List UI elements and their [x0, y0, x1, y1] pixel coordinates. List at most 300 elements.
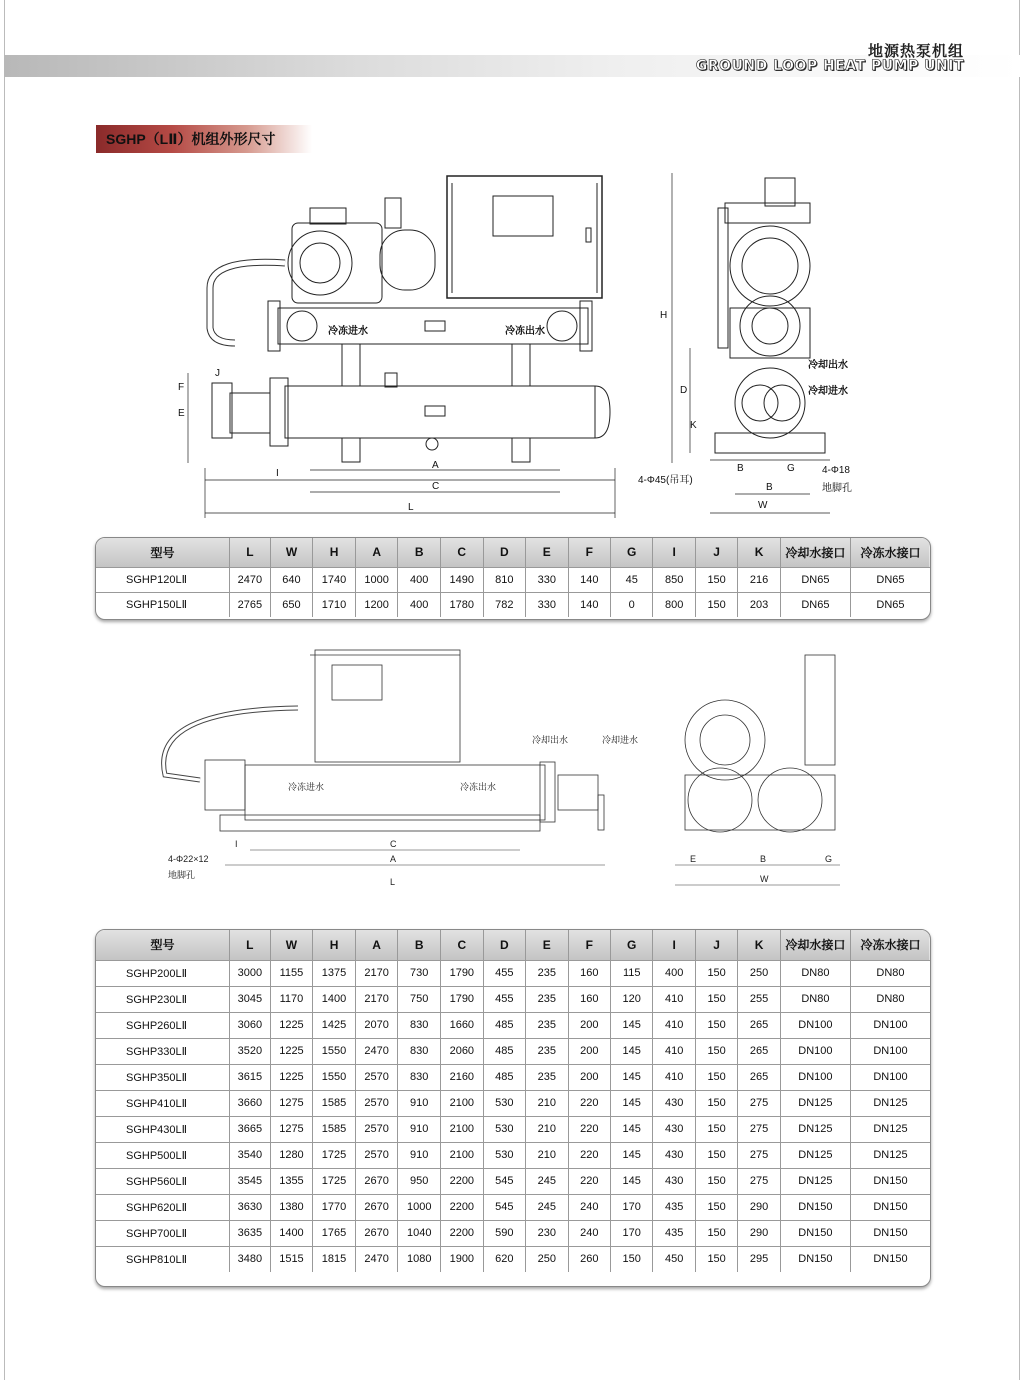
label2-anchor-count: 4-Φ22×12: [168, 854, 209, 864]
spec-cell: 235: [526, 960, 568, 986]
spec-cell: 216: [738, 567, 780, 592]
spec-cell: 45: [611, 567, 653, 592]
table-row: [96, 1090, 930, 1116]
spec-cell: 150: [695, 1038, 737, 1064]
spec-cell: 1900: [441, 1246, 484, 1272]
spec-cell: 2100: [441, 1090, 484, 1116]
model-cell: SGHP260LⅡ: [96, 1012, 230, 1038]
spec-cell: 830: [398, 1038, 441, 1064]
spec-cell: 200: [568, 1064, 610, 1090]
spec-cell: 1355: [270, 1168, 313, 1194]
label-anchor-count: 4-Φ18: [822, 465, 850, 476]
spec-cell: 545: [483, 1194, 525, 1220]
spec-cell: 145: [610, 1038, 652, 1064]
spec-cell: 1660: [441, 1012, 484, 1038]
spec-cell: 1400: [270, 1220, 313, 1246]
table-row: [96, 592, 930, 617]
spec-cell: DN125: [850, 1142, 930, 1168]
spec-cell: 150: [695, 986, 737, 1012]
model-cell: SGHP500LⅡ: [96, 1142, 230, 1168]
dim-J: J: [215, 368, 220, 379]
spec-cell: 210: [526, 1142, 568, 1168]
spec-cell: 2200: [441, 1194, 484, 1220]
spec-cell: 1770: [313, 1194, 356, 1220]
spec-cell: 830: [398, 1012, 441, 1038]
spec-cell: 275: [738, 1090, 780, 1116]
spec-cell: 782: [483, 592, 525, 617]
column-header: 型号: [96, 538, 230, 567]
column-header: C: [440, 538, 483, 567]
spec-cell: 150: [695, 1090, 737, 1116]
spec-cell: DN65: [850, 592, 930, 617]
spec-cell: 1780: [440, 592, 483, 617]
spec-cell: DN65: [780, 592, 850, 617]
spec-cell: DN150: [780, 1194, 850, 1220]
model-cell: SGHP430LⅡ: [96, 1116, 230, 1142]
spec-cell: 590: [483, 1220, 525, 1246]
column-header: A: [355, 930, 398, 960]
header-title-cn: 地源热泵机组: [867, 43, 964, 60]
spec-cell: 400: [398, 567, 440, 592]
spec-cell: 3660: [230, 1090, 271, 1116]
spec-cell: 150: [610, 1246, 652, 1272]
column-header: K: [738, 538, 780, 567]
column-header: G: [610, 930, 652, 960]
column-header: H: [313, 930, 356, 960]
spec-cell: 150: [695, 592, 737, 617]
spec-cell: 160: [568, 986, 610, 1012]
spec-cell: 1280: [270, 1142, 313, 1168]
spec-cell: 2070: [355, 1012, 398, 1038]
spec-cell: 1225: [270, 1012, 313, 1038]
dim2-L: L: [390, 877, 396, 887]
spec-cell: 150: [695, 1168, 737, 1194]
table-row: [96, 1064, 930, 1090]
column-header: H: [313, 538, 356, 567]
column-header: W: [270, 538, 312, 567]
spec-cell: DN150: [850, 1220, 930, 1246]
spec-cell: 210: [526, 1090, 568, 1116]
spec-cell: 2570: [355, 1142, 398, 1168]
spec-cell: 850: [653, 567, 695, 592]
model-cell: SGHP120LⅡ: [96, 567, 230, 592]
spec-cell: DN80: [780, 960, 850, 986]
spec-cell: 230: [526, 1220, 568, 1246]
spec-cell: DN100: [780, 1038, 850, 1064]
spec-cell: DN100: [850, 1012, 930, 1038]
spec-cell: 150: [695, 1142, 737, 1168]
spec-cell: 1155: [270, 960, 313, 986]
spec-cell: 1080: [398, 1246, 441, 1272]
section-title: SGHP（LⅡ）机组外形尺寸: [106, 131, 276, 147]
spec-cell: 3540: [230, 1142, 271, 1168]
spec-cell: 830: [398, 1064, 441, 1090]
model-cell: SGHP700LⅡ: [96, 1220, 230, 1246]
spec-cell: 235: [526, 1012, 568, 1038]
spec-cell: 640: [270, 567, 312, 592]
spec-cell: 203: [738, 592, 780, 617]
spec-cell: 210: [526, 1116, 568, 1142]
label-anchor-holes: 地脚孔: [822, 483, 852, 494]
column-header: C: [441, 930, 484, 960]
spec-cell: 545: [483, 1168, 525, 1194]
spec-cell: 290: [738, 1220, 780, 1246]
label-cooling-out: 冷却出水: [808, 360, 848, 371]
dim-W: W: [758, 500, 768, 511]
column-header: J: [695, 930, 737, 960]
spec-cell: 430: [653, 1168, 695, 1194]
spec-cell: 170: [610, 1220, 652, 1246]
spec-cell: DN125: [780, 1168, 850, 1194]
model-cell: SGHP150LⅡ: [96, 592, 230, 617]
column-header: E: [526, 538, 568, 567]
spec-cell: 2170: [355, 986, 398, 1012]
spec-cell: 430: [653, 1142, 695, 1168]
spec-cell: 220: [568, 1090, 610, 1116]
spec-cell: 910: [398, 1116, 441, 1142]
spec-cell: 3635: [230, 1220, 271, 1246]
spec-cell: 150: [695, 1064, 737, 1090]
spec-cell: 160: [568, 960, 610, 986]
spec-cell: 1380: [270, 1194, 313, 1220]
spec-cell: 455: [483, 986, 525, 1012]
spec-cell: 1225: [270, 1064, 313, 1090]
spec-cell: 400: [398, 592, 440, 617]
dim2-B: B: [760, 854, 767, 864]
spec-cell: 2570: [355, 1064, 398, 1090]
dim2-C: C: [390, 839, 397, 849]
spec-cell: 250: [738, 960, 780, 986]
spec-cell: 1550: [313, 1038, 356, 1064]
spec-cell: DN80: [850, 986, 930, 1012]
spec-cell: 3480: [230, 1246, 271, 1272]
spec-cell: 1000: [355, 567, 398, 592]
spec-cell: 140: [568, 567, 610, 592]
spec-cell: 485: [483, 1064, 525, 1090]
spec-cell: 170: [610, 1194, 652, 1220]
spec-cell: 400: [653, 960, 695, 986]
column-header: B: [398, 930, 441, 960]
column-header: 冷却水接口: [780, 930, 850, 960]
dim-G: G: [787, 463, 795, 474]
spec-cell: 1725: [313, 1168, 356, 1194]
dim-C: C: [432, 481, 440, 492]
model-cell: SGHP560LⅡ: [96, 1168, 230, 1194]
label-cooling-in: 冷却进水: [808, 386, 848, 397]
spec-cell: DN125: [850, 1116, 930, 1142]
spec-cell: 200: [568, 1038, 610, 1064]
column-header: A: [355, 538, 398, 567]
label-chilled-out: 冷冻出水: [505, 326, 545, 337]
spec-cell: 2470: [355, 1038, 398, 1064]
table-row: [96, 1012, 930, 1038]
spec-cell: 235: [526, 1038, 568, 1064]
table-row: [96, 986, 930, 1012]
column-header: I: [653, 538, 695, 567]
spec-cell: 150: [695, 960, 737, 986]
spec-cell: 145: [610, 1012, 652, 1038]
spec-cell: 150: [695, 567, 737, 592]
spec-cell: 265: [738, 1038, 780, 1064]
spec-cell: 0: [611, 592, 653, 617]
spec-cell: 620: [483, 1246, 525, 1272]
dim2-W: W: [760, 874, 769, 884]
spec-cell: 2470: [230, 567, 271, 592]
spec-cell: 3000: [230, 960, 271, 986]
spec-cell: 120: [610, 986, 652, 1012]
spec-cell: DN125: [780, 1090, 850, 1116]
spec-cell: 150: [695, 1116, 737, 1142]
spec-cell: 3615: [230, 1064, 271, 1090]
spec-cell: 530: [483, 1116, 525, 1142]
spec-cell: 145: [610, 1116, 652, 1142]
spec-cell: 290: [738, 1194, 780, 1220]
spec-cell: 1490: [440, 567, 483, 592]
spec-cell: 2160: [441, 1064, 484, 1090]
spec-cell: 150: [695, 1220, 737, 1246]
spec-cell: 3045: [230, 986, 271, 1012]
spec-cell: 435: [653, 1220, 695, 1246]
dim-F: F: [178, 382, 185, 393]
spec-cell: 150: [695, 1012, 737, 1038]
spec-cell: 1585: [313, 1090, 356, 1116]
spec-cell: DN150: [780, 1246, 850, 1272]
spec-cell: 235: [526, 1064, 568, 1090]
spec-cell: 1000: [398, 1194, 441, 1220]
spec-cell: 1585: [313, 1116, 356, 1142]
spec-table-1: [96, 538, 930, 617]
spec-cell: 275: [738, 1142, 780, 1168]
label2-cooling-out: 冷却出水: [532, 735, 569, 745]
column-header: J: [695, 538, 737, 567]
dim2-A: A: [390, 854, 397, 864]
spec-cell: 410: [653, 1038, 695, 1064]
spec-cell: 2470: [355, 1246, 398, 1272]
spec-table-1-wrap: [95, 537, 931, 620]
table-header-row: [96, 538, 930, 567]
dim2-G: G: [825, 854, 833, 864]
spec-cell: 145: [610, 1142, 652, 1168]
spec-cell: DN80: [850, 960, 930, 986]
spec-cell: 1200: [355, 592, 398, 617]
spec-cell: 220: [568, 1142, 610, 1168]
column-header: I: [653, 930, 695, 960]
spec-cell: 115: [610, 960, 652, 986]
unit-drawing-small: [170, 168, 870, 528]
spec-cell: 730: [398, 960, 441, 986]
spec-cell: 250: [526, 1246, 568, 1272]
label2-cooling-in: 冷却进水: [602, 735, 639, 745]
spec-cell: 485: [483, 1012, 525, 1038]
model-cell: SGHP620LⅡ: [96, 1194, 230, 1220]
spec-cell: 150: [695, 1194, 737, 1220]
spec-cell: 485: [483, 1038, 525, 1064]
model-cell: SGHP350LⅡ: [96, 1064, 230, 1090]
dim-A: A: [432, 460, 439, 471]
spec-cell: 1550: [313, 1064, 356, 1090]
spec-cell: 255: [738, 986, 780, 1012]
spec-cell: 1275: [270, 1090, 313, 1116]
spec-cell: DN125: [780, 1142, 850, 1168]
spec-cell: DN150: [850, 1168, 930, 1194]
spec-cell: DN150: [780, 1220, 850, 1246]
label-lifting-holes: 4-Φ45(吊耳): [638, 475, 693, 486]
spec-cell: 435: [653, 1194, 695, 1220]
spec-cell: 2100: [441, 1142, 484, 1168]
column-header: F: [568, 538, 610, 567]
spec-cell: 2200: [441, 1168, 484, 1194]
spec-cell: 800: [653, 592, 695, 617]
spec-cell: 3060: [230, 1012, 271, 1038]
spec-cell: 410: [653, 1012, 695, 1038]
spec-cell: 1375: [313, 960, 356, 986]
spec-cell: 1710: [313, 592, 356, 617]
spec-cell: 1740: [313, 567, 356, 592]
spec-cell: 430: [653, 1116, 695, 1142]
spec-cell: 2670: [355, 1194, 398, 1220]
spec-cell: 455: [483, 960, 525, 986]
model-cell: SGHP330LⅡ: [96, 1038, 230, 1064]
spec-cell: 1765: [313, 1220, 356, 1246]
dim-L: L: [408, 502, 414, 513]
spec-cell: 140: [568, 592, 610, 617]
model-cell: SGHP810LⅡ: [96, 1246, 230, 1272]
spec-cell: 410: [653, 986, 695, 1012]
spec-cell: 1790: [441, 960, 484, 986]
spec-cell: 3520: [230, 1038, 271, 1064]
spec-cell: 410: [653, 1064, 695, 1090]
spec-cell: 3630: [230, 1194, 271, 1220]
model-cell: SGHP410LⅡ: [96, 1090, 230, 1116]
spec-cell: 1725: [313, 1142, 356, 1168]
unit-drawing-large: [140, 640, 870, 900]
table-row: [96, 1038, 930, 1064]
model-cell: SGHP230LⅡ: [96, 986, 230, 1012]
spec-cell: 150: [695, 1246, 737, 1272]
spec-cell: 145: [610, 1064, 652, 1090]
column-header: G: [611, 538, 653, 567]
spec-cell: 1275: [270, 1116, 313, 1142]
spec-cell: 530: [483, 1142, 525, 1168]
spec-cell: 3545: [230, 1168, 271, 1194]
spec-cell: DN150: [850, 1246, 930, 1272]
dim-E: E: [178, 408, 185, 419]
dim-H: H: [660, 310, 668, 321]
model-cell: SGHP200LⅡ: [96, 960, 230, 986]
column-header: K: [738, 930, 780, 960]
spec-table-2-wrap: [95, 929, 931, 1287]
column-header: 型号: [96, 930, 230, 960]
table-row: [96, 1194, 930, 1220]
spec-cell: 265: [738, 1012, 780, 1038]
spec-table-2: [96, 930, 930, 1272]
column-header: F: [568, 930, 610, 960]
table-row: [96, 1246, 930, 1272]
column-header: D: [483, 538, 525, 567]
spec-cell: DN65: [780, 567, 850, 592]
column-header: D: [483, 930, 525, 960]
column-header: 冷冻水接口: [860, 545, 921, 560]
table-header-row: [96, 930, 930, 960]
spec-cell: 2670: [355, 1168, 398, 1194]
table-row: [96, 567, 930, 592]
header-title-en: GROUND LOOP HEAT PUMP UNIT: [695, 58, 964, 74]
spec-cell: 330: [526, 567, 568, 592]
spec-cell: 530: [483, 1090, 525, 1116]
spec-cell: 910: [398, 1142, 441, 1168]
dim-I: I: [276, 468, 279, 479]
spec-cell: 950: [398, 1168, 441, 1194]
spec-cell: 750: [398, 986, 441, 1012]
spec-cell: 1040: [398, 1220, 441, 1246]
spec-cell: 275: [738, 1116, 780, 1142]
spec-cell: DN100: [850, 1038, 930, 1064]
spec-cell: 3665: [230, 1116, 271, 1142]
spec-cell: DN125: [780, 1116, 850, 1142]
column-header: 冷却水接口: [780, 538, 850, 567]
spec-cell: 245: [526, 1194, 568, 1220]
spec-cell: 1400: [313, 986, 356, 1012]
spec-cell: 240: [568, 1194, 610, 1220]
spec-cell: 220: [568, 1116, 610, 1142]
spec-cell: 1515: [270, 1246, 313, 1272]
spec-cell: 910: [398, 1090, 441, 1116]
dim2-I: I: [235, 839, 238, 849]
dim-D: D: [680, 385, 688, 396]
spec-cell: DN80: [780, 986, 850, 1012]
dim-K: K: [690, 420, 697, 431]
spec-cell: DN100: [850, 1064, 930, 1090]
spec-cell: 260: [568, 1246, 610, 1272]
spec-cell: 275: [738, 1168, 780, 1194]
column-header: 冷冻水接口: [860, 938, 921, 953]
dim-B: B: [737, 463, 744, 474]
label-chilled-in: 冷冻进水: [328, 326, 368, 337]
spec-cell: 295: [738, 1246, 780, 1272]
spec-cell: 2765: [230, 592, 271, 617]
spec-cell: 2170: [355, 960, 398, 986]
spec-cell: DN150: [850, 1194, 930, 1220]
dim2-E: E: [690, 854, 697, 864]
spec-cell: 2570: [355, 1116, 398, 1142]
spec-cell: 245: [526, 1168, 568, 1194]
dim-B2: B: [766, 482, 773, 493]
spec-cell: 2670: [355, 1220, 398, 1246]
spec-cell: 2200: [441, 1220, 484, 1246]
table-row: [96, 1116, 930, 1142]
spec-cell: 145: [610, 1168, 652, 1194]
spec-cell: DN65: [850, 567, 930, 592]
label2-chilled-out: 冷冻出水: [460, 782, 497, 792]
spec-cell: 450: [653, 1246, 695, 1272]
spec-cell: DN100: [780, 1012, 850, 1038]
spec-cell: 330: [526, 592, 568, 617]
table-row: [96, 1142, 930, 1168]
spec-cell: 265: [738, 1064, 780, 1090]
spec-cell: 1815: [313, 1246, 356, 1272]
column-header: L: [230, 538, 271, 567]
table-row: [96, 1168, 930, 1194]
spec-cell: DN125: [850, 1090, 930, 1116]
spec-cell: 2100: [441, 1116, 484, 1142]
table-row: [96, 960, 930, 986]
spec-cell: 145: [610, 1090, 652, 1116]
column-header: L: [230, 930, 271, 960]
column-header: B: [398, 538, 440, 567]
spec-cell: 200: [568, 1012, 610, 1038]
spec-cell: 2570: [355, 1090, 398, 1116]
column-header: E: [526, 930, 568, 960]
